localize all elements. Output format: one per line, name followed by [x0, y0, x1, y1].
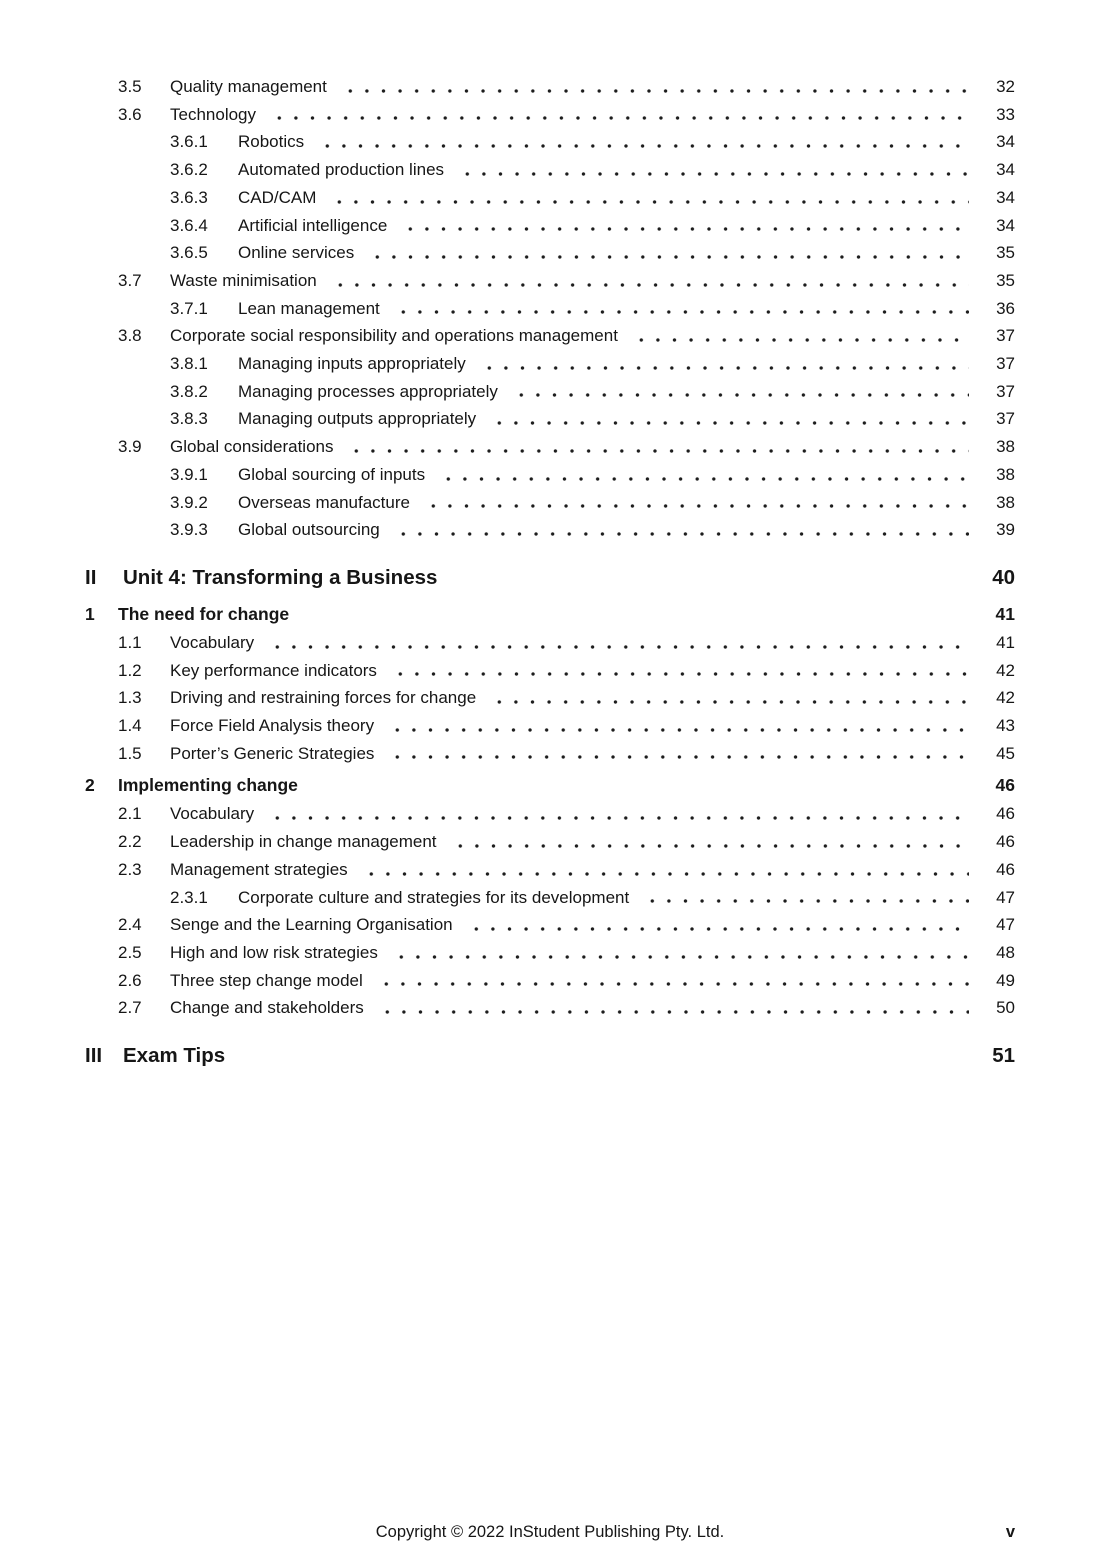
toc-entry-number: 3.9.3 — [170, 520, 208, 540]
dotted-leader — [485, 684, 969, 712]
toc-entry-page: 46 — [996, 832, 1015, 852]
toc-entry-page: 37 — [996, 354, 1015, 374]
toc-entry-2.2 — [85, 828, 1015, 856]
dotted-leader — [313, 128, 969, 156]
toc-entry-3.5 — [85, 73, 1015, 101]
toc-entry-title: Leadership in change management — [170, 832, 437, 852]
toc-entry-number: 1.2 — [118, 660, 142, 680]
toc-entry-number: 3.6.3 — [170, 187, 208, 207]
toc-entry-iii — [85, 1040, 1015, 1072]
toc-entry-title: Vocabulary — [170, 632, 255, 652]
dotted-leader — [383, 740, 969, 768]
dotted-leader — [434, 461, 969, 489]
toc-entry-title: Managing inputs appropriately — [238, 354, 466, 374]
toc-entry-ii — [85, 562, 1015, 594]
toc-entry-number: 2 — [85, 775, 95, 796]
dotted-leader — [342, 433, 969, 461]
toc-entry-title: Artificial intelligence — [238, 215, 388, 235]
toc-entry-page: 39 — [996, 520, 1015, 540]
toc-entry-1.5 — [85, 740, 1015, 768]
toc-entry-number: 1.5 — [118, 743, 142, 763]
toc-entry-page: 46 — [996, 859, 1015, 879]
toc-entry-page: 45 — [996, 743, 1015, 763]
toc-entry-title: Automated production lines — [238, 160, 445, 180]
toc-entry-page: 41 — [995, 603, 1015, 624]
toc-entry-3.9.1 — [85, 461, 1015, 489]
toc-entry-title: Technology — [170, 104, 257, 124]
toc-entry-3.6.3 — [85, 184, 1015, 212]
toc-entry-page: 38 — [996, 437, 1015, 457]
toc-entry-page: 37 — [996, 381, 1015, 401]
toc-entry-page: 50 — [996, 998, 1015, 1018]
dotted-leader — [372, 967, 969, 995]
toc-entry-number: 2.3 — [118, 859, 142, 879]
dotted-leader — [373, 994, 969, 1022]
toc-entry-3.8 — [85, 322, 1015, 350]
toc-entry-title: Corporate culture and strategies for its development — [238, 887, 630, 907]
toc-entry-page: 46 — [995, 775, 1015, 796]
toc-entry-page: 32 — [996, 77, 1015, 96]
toc-entry-title: Unit 4: Transforming a Business — [123, 565, 438, 589]
toc-entry-3.8.3 — [85, 405, 1015, 433]
toc-entry-page: 49 — [996, 970, 1015, 990]
toc-entry-number: 3.7.1 — [170, 298, 208, 318]
toc-entry-1 — [85, 600, 1015, 629]
toc-entry-title: Global sourcing of inputs — [238, 464, 426, 484]
dotted-leader — [389, 295, 969, 323]
dotted-leader — [336, 73, 969, 101]
toc-entry-number: 2.2 — [118, 832, 142, 852]
page-number: v — [1005, 1523, 1015, 1541]
toc-entry-1.1 — [85, 629, 1015, 657]
toc-entry-number: 1.1 — [118, 632, 142, 652]
dotted-leader — [396, 212, 969, 240]
toc-entry-2 — [85, 771, 1015, 800]
page-footer — [0, 1521, 1100, 1543]
dotted-leader — [446, 562, 969, 594]
dotted-leader — [263, 800, 969, 828]
toc-entry-number: 3.9.1 — [170, 464, 208, 484]
toc-entry-title: CAD/CAM — [238, 187, 317, 207]
toc-entry-title: Porter’s Generic Strategies — [170, 743, 375, 763]
copyright-notice: Copyright © 2022 InStudent Publishing Pty. Ltd. — [375, 1523, 725, 1541]
toc-entry-number: 2.6 — [118, 970, 142, 990]
dotted-leader — [638, 884, 969, 912]
toc-entry-number: 1.3 — [118, 688, 142, 708]
toc-entry-title: Waste minimisation — [170, 270, 317, 290]
toc-entry-title: Key performance indicators — [170, 660, 377, 680]
dotted-leader — [307, 771, 969, 800]
toc-entry-page: 35 — [996, 270, 1015, 290]
toc-entry-1.4 — [85, 712, 1015, 740]
toc-entry-number: III — [85, 1044, 103, 1068]
dotted-leader — [326, 267, 969, 295]
dotted-leader — [234, 1040, 969, 1072]
toc-entry-page: 38 — [996, 492, 1015, 512]
toc-entry-2.5 — [85, 939, 1015, 967]
toc-entry-page: 37 — [996, 409, 1015, 429]
dotted-leader — [357, 856, 969, 884]
toc-entry-title: Corporate social responsibility and operations management — [170, 326, 618, 346]
toc-entry-2.1 — [85, 800, 1015, 828]
dotted-leader — [387, 939, 969, 967]
toc-entry-number: 3.8 — [118, 326, 142, 346]
toc-entry-title: The need for change — [118, 603, 290, 624]
toc-entry-number: 3.9 — [118, 437, 142, 457]
toc-entry-page: 42 — [996, 688, 1015, 708]
toc-entry-title: Overseas manufacture — [238, 492, 410, 512]
toc-entry-page: 36 — [996, 298, 1015, 318]
toc-entry-title: Global considerations — [170, 437, 334, 457]
toc-entry-title: Change and stakeholders — [170, 998, 364, 1018]
toc-entry-3.7.1 — [85, 295, 1015, 323]
toc-entry-3.9.2 — [85, 489, 1015, 517]
dotted-leader — [462, 911, 969, 939]
toc-entry-title: High and low risk strategies — [170, 942, 378, 962]
toc-entry-title: Quality management — [170, 77, 327, 96]
toc-entry-number: 3.8.3 — [170, 409, 208, 429]
toc-entry-3.8.1 — [85, 350, 1015, 378]
toc-entry-2.4 — [85, 911, 1015, 939]
dotted-leader — [389, 516, 969, 544]
toc-entry-title: Lean management — [238, 298, 380, 318]
toc-entry-title: Three step change model — [170, 970, 363, 990]
toc-entry-page: 47 — [996, 887, 1015, 907]
toc-entry-number: 3.5 — [118, 77, 142, 96]
toc-entry-page: 38 — [996, 464, 1015, 484]
toc-entry-page: 47 — [996, 915, 1015, 935]
dotted-leader — [627, 322, 969, 350]
toc-entry-page: 37 — [996, 326, 1015, 346]
toc-entry-3.6.4 — [85, 212, 1015, 240]
toc-entry-page: 51 — [992, 1044, 1015, 1068]
toc-entry-number: 3.6 — [118, 104, 142, 124]
dotted-leader — [485, 405, 969, 433]
dotted-leader — [263, 629, 969, 657]
toc-entry-number: 3.7 — [118, 270, 142, 290]
toc-entry-page: 34 — [996, 187, 1015, 207]
dotted-leader — [363, 239, 969, 267]
toc-entry-3.6.5 — [85, 239, 1015, 267]
toc-entry-title: Vocabulary — [170, 804, 255, 824]
dotted-leader — [325, 184, 969, 212]
dotted-leader — [453, 156, 969, 184]
dotted-leader — [419, 489, 969, 517]
toc-entry-title: Global outsourcing — [238, 520, 380, 540]
toc-entry-3.8.2 — [85, 378, 1015, 406]
toc-entry-title: Force Field Analysis theory — [170, 716, 375, 736]
toc-entry-number: 1 — [85, 603, 95, 624]
toc-entry-title: Managing outputs appropriately — [238, 409, 477, 429]
toc-entry-page: 40 — [992, 565, 1015, 589]
toc-entry-page: 42 — [996, 660, 1015, 680]
toc-entry-number: 3.6.4 — [170, 215, 208, 235]
toc-entry-title: Senge and the Learning Organisation — [170, 915, 453, 935]
toc-entry-title: Driving and restraining forces for change — [170, 688, 477, 708]
toc-entry-number: 2.7 — [118, 998, 142, 1018]
toc-entry-number: 3.8.2 — [170, 381, 208, 401]
toc-entry-number: 2.3.1 — [170, 887, 208, 907]
toc-entry-number: 3.8.1 — [170, 354, 208, 374]
toc-entry-page: 34 — [996, 160, 1015, 180]
toc-entry-3.6 — [85, 101, 1015, 129]
toc-entry-page: 43 — [996, 716, 1015, 736]
toc-entry-page: 46 — [996, 804, 1015, 824]
toc-entry-title: Management strategies — [170, 859, 348, 879]
toc-entry-2.3.1 — [85, 884, 1015, 912]
toc-entry-page: 34 — [996, 215, 1015, 235]
toc-entry-3.6.1 — [85, 128, 1015, 156]
toc-entry-3.9 — [85, 433, 1015, 461]
toc-entry-page: 35 — [996, 243, 1015, 263]
toc-entry-1.2 — [85, 657, 1015, 685]
dotted-leader — [507, 378, 969, 406]
toc-entry-page: 48 — [996, 942, 1015, 962]
toc-entry-page: 33 — [996, 104, 1015, 124]
toc-entry-page: 41 — [996, 632, 1015, 652]
dotted-leader — [386, 657, 969, 685]
table-of-contents — [85, 73, 1015, 1078]
dotted-leader — [475, 350, 969, 378]
toc-entry-3.9.3 — [85, 516, 1015, 544]
toc-entry-title: Online services — [238, 243, 355, 263]
toc-entry-title: Robotics — [238, 132, 305, 152]
dotted-leader — [446, 828, 969, 856]
dotted-leader — [383, 712, 969, 740]
toc-entry-number: 3.6.5 — [170, 243, 208, 263]
toc-entry-3.6.2 — [85, 156, 1015, 184]
toc-entry-title: Exam Tips — [123, 1044, 226, 1068]
toc-entry-number: 3.9.2 — [170, 492, 208, 512]
toc-entry-number: 3.6.2 — [170, 160, 208, 180]
toc-entry-2.6 — [85, 967, 1015, 995]
toc-entry-2.3 — [85, 856, 1015, 884]
toc-entry-number: 1.4 — [118, 716, 142, 736]
toc-entry-page: 34 — [996, 132, 1015, 152]
toc-entry-number: 2.5 — [118, 942, 142, 962]
toc-entry-number: II — [85, 565, 97, 589]
toc-entry-title: Implementing change — [118, 775, 298, 796]
dotted-leader — [265, 101, 969, 129]
toc-entry-3.7 — [85, 267, 1015, 295]
toc-entry-2.7 — [85, 994, 1015, 1022]
toc-entry-number: 2.4 — [118, 915, 142, 935]
toc-entry-number: 3.6.1 — [170, 132, 208, 152]
toc-entry-1.3 — [85, 684, 1015, 712]
toc-entry-title: Managing processes appropriately — [238, 381, 498, 401]
dotted-leader — [298, 600, 969, 629]
toc-entry-number: 2.1 — [118, 804, 142, 824]
